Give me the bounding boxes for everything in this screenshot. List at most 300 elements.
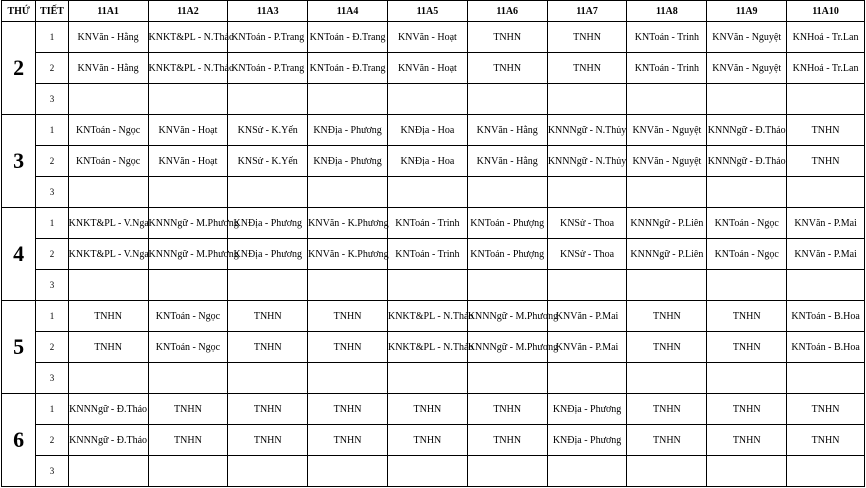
- cell-text: TNHN: [652, 434, 681, 446]
- timetable-cell: [787, 394, 865, 425]
- cell-text: KNToán - Ngọc: [714, 217, 779, 229]
- cell-text: KNToán - Trinh: [395, 217, 460, 229]
- cell-text: KNVăn - Hằng: [77, 62, 139, 74]
- cell-text: TNHN: [732, 341, 761, 353]
- cell-text: TNHN: [732, 403, 761, 415]
- timetable-cell: [787, 456, 865, 487]
- timetable-cell: [308, 208, 388, 239]
- day-label: 2: [2, 22, 36, 115]
- timetable-cell: [228, 270, 308, 301]
- cell-text: KNSử - Thoa: [559, 248, 615, 260]
- timetable-cell: [467, 146, 547, 177]
- cell-text: KNNNgữ - Đ.Thảo: [69, 434, 148, 446]
- timetable-cell: [68, 22, 148, 53]
- timetable-cell: [308, 394, 388, 425]
- cell-text: KNHoá - Tr.Lan: [792, 31, 859, 43]
- table-row: [2, 115, 865, 146]
- cell-text: KNVăn - Hoạt: [158, 155, 218, 167]
- timetable-cell: [547, 22, 627, 53]
- cell-text: KNToán - Phượng: [470, 217, 545, 229]
- timetable-cell: [68, 84, 148, 115]
- period-number: 1: [36, 301, 68, 332]
- cell-text: KNĐịa - Phương: [233, 217, 302, 229]
- timetable-cell: [547, 301, 627, 332]
- timetable-cell: [707, 301, 787, 332]
- cell-text: TNHN: [573, 31, 601, 43]
- timetable-cell: [707, 177, 787, 208]
- cell-text: TNHN: [94, 310, 122, 322]
- cell-text: TNHN: [652, 341, 681, 353]
- cell-text: KNNNgữ - M.Phương: [467, 341, 559, 353]
- timetable-cell: [467, 425, 547, 456]
- cell-text: TNHN: [174, 434, 202, 446]
- timetable-cell: [467, 332, 559, 363]
- cell-text: TNHN: [493, 403, 522, 415]
- cell-text: KNVăn - Nguyệt: [712, 31, 782, 43]
- cell-text: TNHN: [333, 341, 362, 353]
- timetable-cell: [148, 22, 234, 53]
- timetable-cell: [787, 115, 865, 146]
- timetable-cell: [387, 301, 474, 332]
- header-class: 11A7: [547, 1, 627, 22]
- timetable-cell: [148, 177, 228, 208]
- cell-text: TNHN: [652, 310, 681, 322]
- period-number: 2: [36, 425, 68, 456]
- header-class: 11A6: [467, 1, 547, 22]
- timetable-cell: [228, 84, 308, 115]
- timetable-cell: [467, 394, 547, 425]
- timetable-cell: [707, 146, 787, 177]
- timetable-cell: [387, 22, 467, 53]
- timetable-cell: [627, 22, 707, 53]
- cell-text: TNHN: [413, 434, 442, 446]
- timetable-cell: [308, 177, 388, 208]
- timetable-cell: [467, 177, 547, 208]
- table-row: [2, 456, 865, 487]
- cell-text: TNHN: [811, 124, 840, 136]
- cell-text: KNKT&PL - V.Nga: [68, 248, 149, 260]
- table-row: [2, 208, 865, 239]
- cell-text: KNToán - P.Trang: [231, 31, 305, 43]
- timetable-cell: [68, 363, 148, 394]
- timetable-cell: [148, 394, 228, 425]
- period-number: 3: [36, 270, 68, 301]
- timetable-cell: [228, 456, 308, 487]
- timetable-cell: [627, 84, 707, 115]
- cell-text: KNVăn - Hoạt: [158, 124, 218, 136]
- cell-text: TNHN: [253, 341, 282, 353]
- timetable-cell: [787, 332, 865, 363]
- timetable-cell: [68, 394, 148, 425]
- period-number: 1: [36, 115, 68, 146]
- cell-text: KNVăn - Nguyệt: [632, 124, 702, 136]
- timetable-cell: [627, 53, 707, 84]
- timetable-cell: [547, 208, 627, 239]
- timetable-cell: [707, 208, 787, 239]
- timetable-cell: [148, 425, 228, 456]
- cell-text: TNHN: [174, 403, 202, 415]
- cell-text: KNNNgữ - P.Liên: [630, 217, 704, 229]
- cell-text: KNToán - B.Hoa: [791, 341, 860, 353]
- cell-text: KNVăn - K.Phương: [308, 248, 389, 260]
- cell-text: TNHN: [493, 434, 522, 446]
- timetable-cell: [547, 146, 627, 177]
- timetable-cell: [467, 456, 547, 487]
- timetable-cell: [387, 115, 467, 146]
- timetable-cell: [308, 301, 388, 332]
- cell-text: KNVăn - P.Mai: [794, 217, 857, 229]
- header-class: 11A8: [627, 1, 707, 22]
- cell-text: KNĐịa - Phương: [552, 434, 622, 446]
- timetable-cell: [707, 270, 787, 301]
- cell-text: KNToán - B.Hoa: [791, 310, 860, 322]
- timetable-cell: [787, 425, 865, 456]
- timetable-cell: [467, 363, 547, 394]
- timetable-cell: [547, 84, 627, 115]
- cell-text: TNHN: [573, 62, 601, 74]
- header-class: 11A1: [68, 1, 148, 22]
- timetable: [1, 0, 865, 487]
- cell-text: TNHN: [811, 403, 840, 415]
- timetable-cell: [387, 425, 467, 456]
- cell-text: KNNNgữ - N.Thủy: [547, 155, 627, 167]
- timetable-cell: [627, 425, 707, 456]
- timetable-cell: [228, 208, 308, 239]
- timetable-cell: [627, 239, 707, 270]
- timetable-cell: [387, 146, 467, 177]
- timetable-cell: [387, 239, 467, 270]
- cell-text: KNVăn - P.Mai: [555, 310, 619, 322]
- timetable-cell: [387, 456, 467, 487]
- cell-text: KNKT&PL - V.Nga: [68, 217, 149, 229]
- timetable-cell: [228, 115, 308, 146]
- table-row: [2, 84, 865, 115]
- cell-text: KNVăn - Nguyệt: [632, 155, 702, 167]
- cell-text: KNVăn - Hằng: [77, 31, 139, 43]
- timetable-cell: [627, 363, 707, 394]
- timetable-cell: [308, 239, 388, 270]
- timetable-cell: [228, 363, 308, 394]
- timetable-cell: [148, 456, 228, 487]
- cell-text: TNHN: [413, 403, 442, 415]
- cell-text: KNToán - Trinh: [634, 31, 700, 43]
- cell-text: KNToán - Ngọc: [75, 124, 141, 136]
- cell-text: TNHN: [333, 310, 362, 322]
- timetable-cell: [308, 22, 388, 53]
- cell-text: KNToán - Ngọc: [714, 248, 779, 260]
- timetable-cell: [308, 146, 388, 177]
- timetable-cell: [547, 177, 627, 208]
- period-number: 3: [36, 456, 68, 487]
- timetable-cell: [228, 146, 308, 177]
- timetable-cell: [148, 115, 228, 146]
- timetable-cell: [308, 456, 388, 487]
- day-label: 4: [2, 208, 36, 301]
- table-row: [2, 146, 865, 177]
- cell-text: KNKT&PL - N.Thảo: [148, 31, 234, 43]
- timetable-cell: [228, 22, 308, 53]
- timetable-cell: [627, 456, 707, 487]
- header-class: 11A10: [787, 1, 865, 22]
- timetable-cell: [547, 394, 627, 425]
- cell-text: KNHoá - Tr.Lan: [792, 62, 859, 74]
- timetable-cell: [787, 177, 865, 208]
- cell-text: KNĐịa - Phương: [552, 403, 622, 415]
- timetable-cell: [228, 177, 308, 208]
- table-row: [2, 239, 865, 270]
- timetable-cell: [627, 146, 707, 177]
- cell-text: TNHN: [652, 403, 681, 415]
- cell-text: KNToán - P.Trang: [231, 62, 305, 74]
- cell-text: KNToán - Phượng: [470, 248, 545, 260]
- timetable-cell: [787, 84, 865, 115]
- timetable-cell: [308, 332, 388, 363]
- timetable-cell: [547, 363, 627, 394]
- cell-text: KNVăn - P.Mai: [555, 341, 619, 353]
- cell-text: KNVăn - K.Phương: [308, 217, 389, 229]
- period-number: 2: [36, 146, 68, 177]
- cell-text: KNĐịa - Hoa: [400, 155, 455, 167]
- cell-text: KNNNgữ - M.Phương: [148, 217, 239, 229]
- table-row: [2, 363, 865, 394]
- timetable-cell: [707, 22, 787, 53]
- timetable-cell: [707, 394, 787, 425]
- timetable-cell: [787, 22, 865, 53]
- header-day: THỨ: [2, 1, 36, 22]
- timetable-cell: [627, 270, 707, 301]
- cell-text: KNKT&PL - N.Thảo: [387, 310, 474, 322]
- timetable-cell: [467, 84, 547, 115]
- period-number: 1: [36, 208, 68, 239]
- table-row: [2, 53, 865, 84]
- cell-text: KNToán - Ngọc: [155, 341, 221, 353]
- cell-text: KNĐịa - Hoa: [400, 124, 455, 136]
- cell-text: KNVăn - Hằng: [476, 124, 538, 136]
- cell-text: TNHN: [253, 403, 282, 415]
- day-label: 6: [2, 394, 36, 487]
- timetable-cell: [387, 394, 467, 425]
- cell-text: TNHN: [811, 155, 840, 167]
- timetable-cell: [467, 115, 547, 146]
- timetable-cell: [68, 425, 148, 456]
- period-number: 3: [36, 363, 68, 394]
- cell-text: TNHN: [493, 62, 522, 74]
- cell-text: KNĐịa - Phương: [233, 248, 302, 260]
- day-label: 3: [2, 115, 36, 208]
- table-row: [2, 22, 865, 53]
- timetable-cell: [308, 270, 388, 301]
- timetable-cell: [387, 363, 467, 394]
- timetable-cell: [68, 208, 148, 239]
- period-number: 2: [36, 53, 68, 84]
- cell-text: TNHN: [333, 434, 362, 446]
- table-row: [2, 270, 865, 301]
- timetable-cell: [787, 208, 865, 239]
- timetable-cell: [547, 270, 627, 301]
- timetable-cell: [547, 53, 627, 84]
- cell-text: KNSử - K.Yến: [237, 124, 298, 136]
- timetable-cell: [387, 84, 467, 115]
- timetable-cell: [68, 53, 148, 84]
- timetable-cell: [787, 301, 865, 332]
- timetable-cell: [148, 332, 228, 363]
- timetable-cell: [228, 332, 308, 363]
- cell-text: KNVăn - P.Mai: [794, 248, 857, 260]
- header-class: 11A4: [308, 1, 388, 22]
- cell-text: KNNNgữ - N.Thủy: [547, 124, 627, 136]
- timetable-body: [2, 22, 865, 487]
- timetable-cell: [787, 53, 865, 84]
- cell-text: KNToán - Ngọc: [75, 155, 141, 167]
- timetable-cell: [707, 115, 787, 146]
- timetable-cell: [627, 208, 707, 239]
- timetable-cell: [228, 301, 308, 332]
- table-row: [2, 394, 865, 425]
- timetable-cell: [707, 53, 787, 84]
- cell-text: KNSử - Thoa: [559, 217, 615, 229]
- cell-text: KNToán - Trinh: [634, 62, 700, 74]
- timetable-cell: [547, 239, 627, 270]
- timetable-cell: [148, 84, 228, 115]
- table-row: [2, 177, 865, 208]
- timetable-cell: [707, 425, 787, 456]
- timetable-cell: [308, 84, 388, 115]
- cell-text: KNVăn - Hằng: [476, 155, 538, 167]
- timetable-cell: [228, 239, 308, 270]
- timetable-cell: [627, 115, 707, 146]
- cell-text: KNToán - Trinh: [395, 248, 460, 260]
- cell-text: TNHN: [333, 403, 362, 415]
- cell-text: KNToán - Ngọc: [155, 310, 221, 322]
- timetable-cell: [387, 208, 467, 239]
- cell-text: TNHN: [732, 434, 761, 446]
- period-number: 3: [36, 84, 68, 115]
- timetable-cell: [68, 146, 148, 177]
- timetable-cell: [387, 270, 467, 301]
- cell-text: KNNNgữ - Đ.Thảo: [707, 155, 786, 167]
- timetable-cell: [627, 332, 707, 363]
- timetable-cell: [68, 239, 148, 270]
- cell-text: KNĐịa - Phương: [313, 155, 382, 167]
- timetable-cell: [627, 301, 707, 332]
- timetable-cell: [787, 363, 865, 394]
- cell-text: TNHN: [732, 310, 761, 322]
- timetable-cell: [228, 394, 308, 425]
- timetable-cell: [467, 239, 547, 270]
- header-class: 11A5: [387, 1, 467, 22]
- cell-text: KNSử - K.Yến: [237, 155, 298, 167]
- timetable-cell: [707, 239, 787, 270]
- timetable-cell: [148, 208, 239, 239]
- cell-text: KNVăn - Nguyệt: [712, 62, 782, 74]
- timetable-cell: [387, 332, 474, 363]
- timetable-cell: [547, 456, 627, 487]
- timetable-cell: [387, 177, 467, 208]
- cell-text: KNNNgữ - Đ.Thảo: [707, 124, 786, 136]
- timetable-cell: [467, 208, 547, 239]
- timetable-cell: [68, 456, 148, 487]
- cell-text: TNHN: [811, 434, 840, 446]
- cell-text: KNToán - Đ.Trang: [309, 62, 386, 74]
- timetable-cell: [787, 270, 865, 301]
- cell-text: KNKT&PL - N.Thảo: [148, 62, 234, 74]
- timetable-cell: [547, 332, 627, 363]
- cell-text: KNĐịa - Phương: [313, 124, 382, 136]
- timetable-cell: [148, 146, 228, 177]
- cell-text: KNVăn - Hoạt: [397, 31, 457, 43]
- timetable-cell: [308, 53, 388, 84]
- timetable-cell: [467, 53, 547, 84]
- period-number: 2: [36, 332, 68, 363]
- timetable-cell: [627, 177, 707, 208]
- timetable-cell: [787, 146, 865, 177]
- timetable-cell: [148, 363, 228, 394]
- timetable-cell: [627, 394, 707, 425]
- cell-text: KNNNgữ - Đ.Thảo: [69, 403, 148, 415]
- cell-text: KNNNgữ - M.Phương: [467, 310, 559, 322]
- timetable-cell: [547, 425, 627, 456]
- timetable-cell: [387, 53, 467, 84]
- timetable-cell: [68, 115, 148, 146]
- timetable-cell: [68, 177, 148, 208]
- table-row: [2, 301, 865, 332]
- cell-text: TNHN: [493, 31, 522, 43]
- cell-text: KNKT&PL - N.Thảo: [387, 341, 474, 353]
- cell-text: TNHN: [253, 310, 282, 322]
- period-number: 3: [36, 177, 68, 208]
- cell-text: KNToán - Đ.Trang: [309, 31, 386, 43]
- timetable-cell: [308, 115, 388, 146]
- cell-text: KNVăn - Hoạt: [397, 62, 457, 74]
- timetable-cell: [68, 332, 148, 363]
- timetable-cell: [707, 363, 787, 394]
- cell-text: KNNNgữ - P.Liên: [630, 248, 704, 260]
- timetable-cell: [148, 53, 234, 84]
- header-class: 11A2: [148, 1, 228, 22]
- day-label: 5: [2, 301, 36, 394]
- cell-text: KNNNgữ - M.Phương: [148, 248, 239, 260]
- cell-text: TNHN: [94, 341, 122, 353]
- period-number: 1: [36, 394, 68, 425]
- timetable-cell: [228, 53, 308, 84]
- period-number: 2: [36, 239, 68, 270]
- timetable-cell: [547, 115, 627, 146]
- timetable-cell: [68, 270, 148, 301]
- timetable-cell: [308, 425, 388, 456]
- timetable-cell: [707, 456, 787, 487]
- header-class: 11A9: [707, 1, 787, 22]
- timetable-cell: [148, 301, 228, 332]
- cell-text: TNHN: [253, 434, 282, 446]
- header-class: 11A3: [228, 1, 308, 22]
- timetable-cell: [467, 22, 547, 53]
- timetable-cell: [467, 270, 547, 301]
- table-row: [2, 425, 865, 456]
- table-row: [2, 332, 865, 363]
- timetable-cell: [707, 332, 787, 363]
- timetable-cell: [148, 239, 239, 270]
- timetable-cell: [148, 270, 228, 301]
- header-row: [2, 1, 865, 22]
- header-period: TIẾT: [36, 1, 68, 22]
- timetable-cell: [467, 301, 559, 332]
- period-number: 1: [36, 22, 68, 53]
- timetable-cell: [68, 301, 148, 332]
- timetable-cell: [308, 363, 388, 394]
- timetable-cell: [787, 239, 865, 270]
- timetable-cell: [228, 425, 308, 456]
- timetable-cell: [707, 84, 787, 115]
